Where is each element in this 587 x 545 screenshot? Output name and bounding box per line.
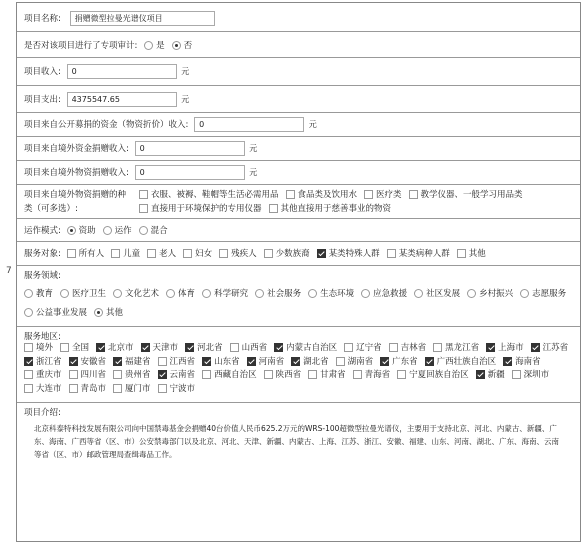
region-option[interactable] — [353, 369, 391, 383]
option-label: 湖南省 — [347, 356, 374, 367]
checkbox[interactable] — [24, 370, 33, 379]
checkbox[interactable] — [291, 357, 300, 366]
foreign-goods-field[interactable]: 0 — [135, 165, 245, 180]
checkbox[interactable] — [397, 370, 406, 379]
intro-section — [17, 403, 580, 541]
option-label: 青岛市 — [80, 383, 107, 394]
radio-button[interactable] — [414, 289, 423, 298]
checkbox[interactable] — [183, 249, 192, 258]
option-label: 江苏省 — [542, 343, 569, 353]
option-label: 贵州省 — [125, 370, 151, 380]
option-label: 医疗卫生 — [72, 289, 107, 299]
field-option[interactable] — [520, 285, 566, 304]
region-option[interactable] — [24, 342, 53, 356]
region-option[interactable] — [336, 356, 374, 370]
checkbox[interactable] — [344, 343, 353, 352]
checkbox[interactable] — [433, 343, 442, 352]
checkbox[interactable] — [158, 357, 167, 366]
mode-option[interactable] — [103, 224, 132, 236]
target-option[interactable] — [219, 247, 257, 259]
checkbox[interactable] — [286, 190, 295, 199]
target-option[interactable] — [111, 247, 140, 259]
option-label: 重庆市 — [36, 370, 62, 380]
region-option[interactable] — [476, 369, 505, 383]
option-label: 其他 — [106, 308, 124, 318]
intro-text: 北京科泰特科技发展有限公司向中国禁毒基金会捐赠40台价值人民币625.2万元的WRS-100超微型拉曼光谱仪，主要用于支持北京、河北、内蒙古、新疆、广东、海南、广西等省（区、市）公安禁毒部门以及北京、河北、天津、新疆、内蒙古、上海、江苏、浙江、安徽、福建、山东、河南、湖北、广东、海南、云南等省（区、市）邮政管理局查缉毒品工作。 — [34, 424, 559, 459]
option-label: 资助 — [78, 226, 96, 236]
option-label: 某类病种人群 — [398, 249, 450, 259]
intro-label: 项目介绍: — [24, 408, 61, 418]
foreign-goods-unit: 元 — [249, 168, 258, 177]
region-option[interactable] — [69, 369, 107, 383]
region-option[interactable] — [344, 342, 382, 356]
public-income-field[interactable]: 0 — [194, 117, 304, 132]
field-option[interactable] — [255, 285, 301, 304]
option-label: 直接用于环境保护的专用仪器 — [151, 204, 262, 214]
row-audit — [17, 32, 580, 58]
region-option[interactable] — [433, 342, 479, 356]
checkbox[interactable] — [202, 370, 211, 379]
region-option[interactable] — [397, 369, 469, 383]
checkbox[interactable] — [264, 370, 273, 379]
checkbox[interactable] — [113, 357, 122, 366]
field-option[interactable] — [414, 285, 460, 304]
foreign-fund-unit: 元 — [249, 144, 258, 153]
audit-option[interactable] — [144, 39, 165, 51]
checkbox[interactable] — [113, 370, 122, 379]
checkbox[interactable] — [308, 370, 317, 379]
option-label: 深圳市 — [523, 370, 550, 380]
option-label: 山西省 — [241, 343, 268, 353]
field-option[interactable] — [308, 285, 354, 304]
option-label: 宁夏回族自治区 — [409, 370, 469, 380]
region-option[interactable] — [24, 356, 62, 370]
option-label: 乡村振兴 — [479, 289, 514, 299]
option-label: 老人 — [159, 249, 177, 259]
option-label: 西藏自治区 — [214, 370, 257, 380]
checkbox[interactable] — [24, 343, 33, 352]
option-label: 新疆 — [487, 370, 505, 380]
region-option[interactable] — [264, 369, 302, 383]
targets-options — [67, 249, 493, 259]
targets-label: 服务对象: — [24, 249, 61, 259]
option-label: 运作 — [114, 226, 132, 236]
checkbox[interactable] — [185, 343, 194, 352]
row-fields — [17, 266, 580, 327]
radio-button[interactable] — [24, 289, 33, 298]
radio-button[interactable] — [255, 289, 264, 298]
region-option[interactable] — [60, 342, 89, 356]
checkbox[interactable] — [269, 204, 278, 213]
checkbox[interactable] — [274, 343, 283, 352]
checkbox[interactable] — [111, 249, 120, 258]
mode-option[interactable] — [67, 224, 96, 236]
option-label: 黑龙江省 — [445, 343, 480, 353]
checkbox[interactable] — [476, 370, 485, 379]
row-foreign-goods — [17, 161, 580, 185]
region-option[interactable] — [291, 356, 329, 370]
option-label: 海南省 — [515, 356, 541, 367]
row-goods-types — [17, 185, 580, 219]
option-label: 吉林省 — [400, 343, 427, 353]
target-option[interactable] — [67, 247, 105, 259]
checkbox[interactable] — [24, 384, 33, 393]
checkbox[interactable] — [139, 190, 148, 199]
radio-button[interactable] — [144, 41, 153, 50]
checkbox[interactable] — [336, 357, 345, 366]
mode-option[interactable] — [139, 224, 168, 236]
region-option[interactable] — [512, 369, 550, 383]
region-option[interactable] — [503, 356, 541, 370]
region-option[interactable] — [24, 383, 62, 397]
row-targets — [17, 242, 580, 266]
target-option[interactable] — [183, 247, 212, 259]
target-option[interactable] — [317, 247, 380, 259]
option-label: 儿童 — [123, 249, 141, 259]
goods-types-options — [139, 188, 577, 216]
field-option[interactable] — [166, 285, 195, 304]
expense-unit: 元 — [181, 95, 190, 104]
checkbox[interactable] — [247, 357, 256, 366]
option-label: 安徽省 — [80, 356, 107, 367]
checkbox[interactable] — [147, 249, 156, 258]
checkbox[interactable] — [158, 370, 167, 379]
public-income-label: 项目来自公开募捐的资金（物资折价）收入: — [24, 120, 189, 130]
checkbox[interactable] — [364, 190, 373, 199]
field-option[interactable] — [94, 304, 123, 323]
region-option[interactable] — [247, 356, 285, 370]
fields-options — [24, 285, 580, 323]
row-project-name — [17, 3, 580, 32]
region-option[interactable] — [425, 356, 497, 370]
audit-option[interactable] — [172, 39, 193, 51]
region-option[interactable] — [185, 342, 223, 356]
option-label: 四川省 — [80, 370, 107, 380]
checkbox[interactable] — [230, 343, 239, 352]
radio-button[interactable] — [166, 289, 175, 298]
option-label: 生态环境 — [320, 289, 355, 299]
checkbox[interactable] — [389, 343, 398, 352]
option-label: 社会服务 — [267, 289, 302, 299]
audit-label: 是否对该项目进行了专项审计: — [24, 41, 138, 51]
region-option[interactable] — [141, 342, 179, 356]
option-label: 应急救援 — [373, 289, 408, 299]
goods-type-option[interactable] — [286, 188, 358, 202]
checkbox[interactable] — [380, 357, 389, 366]
row-expense — [17, 86, 580, 113]
checkbox[interactable] — [69, 357, 78, 366]
expense-label: 项目支出: — [24, 95, 61, 105]
field-option[interactable] — [24, 285, 53, 304]
option-label: 河北省 — [197, 343, 223, 353]
radio-button[interactable] — [467, 289, 476, 298]
option-label: 科学研究 — [214, 289, 249, 299]
income-label: 项目收入: — [24, 67, 61, 77]
mode-label: 运作模式: — [24, 226, 61, 236]
option-label: 是 — [156, 41, 165, 51]
mode-options — [67, 226, 175, 236]
checkbox[interactable] — [24, 357, 33, 366]
target-option[interactable] — [264, 247, 310, 259]
field-option[interactable] — [60, 285, 106, 304]
option-label: 天津市 — [152, 343, 179, 353]
radio-button[interactable] — [67, 226, 76, 235]
radio-button[interactable] — [113, 289, 122, 298]
radio-button[interactable] — [94, 308, 103, 317]
region-option[interactable] — [230, 342, 268, 356]
region-option[interactable] — [158, 356, 196, 370]
checkbox[interactable] — [409, 190, 418, 199]
option-label: 北京市 — [108, 343, 134, 353]
radio-button[interactable] — [24, 308, 33, 317]
income-unit: 元 — [181, 67, 190, 76]
option-label: 志愿服务 — [532, 289, 567, 299]
option-label: 甘肃省 — [320, 370, 346, 380]
option-label: 厦门市 — [125, 383, 151, 394]
checkbox[interactable] — [317, 249, 326, 258]
region-option[interactable] — [69, 383, 107, 397]
option-label: 江西省 — [169, 356, 196, 367]
checkbox[interactable] — [60, 343, 69, 352]
radio-button[interactable] — [103, 226, 112, 235]
region-option[interactable] — [113, 369, 151, 383]
option-label: 其他直接用于慈善事业的物资 — [280, 204, 392, 214]
region-option[interactable] — [202, 356, 240, 370]
checkbox[interactable] — [158, 384, 167, 393]
row-foreign-fund — [17, 137, 580, 161]
field-option[interactable] — [202, 285, 248, 304]
checkbox[interactable] — [67, 249, 76, 258]
option-label: 全国 — [72, 343, 90, 353]
option-label: 公益事业发展 — [36, 308, 88, 318]
option-label: 医疗类 — [376, 190, 402, 200]
radio-button[interactable] — [139, 226, 148, 235]
option-label: 衣服、被褥、鞋帽等生活必需用品 — [151, 190, 279, 200]
expense-field[interactable]: 4375547.65 — [67, 92, 177, 107]
public-income-unit: 元 — [308, 120, 317, 129]
goods-type-option[interactable] — [139, 188, 279, 202]
option-label: 辽宁省 — [356, 343, 382, 353]
option-label: 山东省 — [214, 356, 240, 367]
option-label: 宁波市 — [169, 383, 196, 394]
checkbox[interactable] — [96, 343, 105, 352]
checkbox[interactable] — [425, 357, 434, 366]
field-option[interactable] — [467, 285, 513, 304]
option-label: 食品类及饮用水 — [297, 190, 358, 200]
option-label: 否 — [183, 41, 193, 51]
project-name-label: 项目名称: — [24, 14, 61, 24]
option-label: 大连市 — [36, 383, 62, 394]
option-label: 内蒙古自治区 — [286, 343, 338, 353]
radio-button[interactable] — [202, 289, 211, 298]
row-mode — [17, 219, 580, 242]
goods-types-label: 项目来自境外物资捐赠的种 类（可多选）: — [24, 190, 127, 214]
goods-type-option[interactable] — [409, 188, 523, 202]
checkbox[interactable] — [219, 249, 228, 258]
checkbox[interactable] — [531, 343, 540, 352]
foreign-fund-field[interactable]: 0 — [135, 141, 245, 156]
option-label: 体育 — [178, 289, 196, 299]
row-regions — [17, 327, 580, 403]
region-option[interactable] — [158, 383, 196, 397]
option-label: 广东省 — [392, 356, 418, 367]
option-label: 福建省 — [125, 356, 151, 367]
radio-button[interactable] — [172, 41, 181, 50]
foreign-fund-label: 项目来自境外资金捐赠收入: — [24, 144, 129, 154]
checkbox[interactable] — [457, 249, 466, 258]
target-option[interactable] — [387, 247, 450, 259]
margin-number: 7 — [6, 266, 12, 276]
checkbox[interactable] — [387, 249, 396, 258]
region-option[interactable] — [274, 342, 337, 356]
checkbox[interactable] — [503, 357, 512, 366]
checkbox[interactable] — [353, 370, 362, 379]
fields-label: 服务领域: — [24, 271, 61, 281]
option-label: 所有人 — [78, 249, 105, 259]
option-label: 某类特殊人群 — [328, 249, 380, 259]
option-label: 广西壮族自治区 — [436, 356, 497, 367]
option-label: 妇女 — [195, 249, 213, 259]
option-label: 河南省 — [258, 356, 285, 367]
region-option[interactable] — [389, 342, 427, 356]
checkbox[interactable] — [264, 249, 273, 258]
target-option[interactable] — [147, 247, 176, 259]
regions-label: 服务地区: — [24, 332, 61, 342]
option-label: 残疾人 — [231, 249, 257, 259]
goods-type-option[interactable] — [139, 202, 262, 216]
checkbox[interactable] — [486, 343, 495, 352]
goods-type-option[interactable] — [364, 188, 402, 202]
radio-button[interactable] — [520, 289, 529, 298]
row-income — [17, 58, 580, 86]
radio-button[interactable] — [308, 289, 317, 298]
checkbox[interactable] — [512, 370, 521, 379]
project-form — [16, 2, 581, 542]
field-option[interactable] — [113, 285, 159, 304]
field-option[interactable] — [24, 304, 87, 323]
radio-button[interactable] — [60, 289, 69, 298]
option-label: 文化艺术 — [125, 289, 160, 299]
option-label: 教育 — [36, 289, 54, 299]
option-label: 境外 — [36, 343, 54, 353]
region-option[interactable] — [202, 369, 257, 383]
region-option[interactable] — [24, 369, 62, 383]
option-label: 浙江省 — [36, 356, 62, 367]
option-label: 上海市 — [498, 343, 524, 353]
option-label: 陕西省 — [275, 370, 302, 380]
option-label: 教学仪器、一般学习用品类 — [420, 190, 523, 200]
region-option[interactable] — [96, 342, 134, 356]
option-label: 青海省 — [364, 370, 391, 380]
option-label: 混合 — [150, 226, 168, 236]
region-option[interactable] — [380, 356, 418, 370]
checkbox[interactable] — [141, 343, 150, 352]
region-option[interactable] — [531, 342, 569, 356]
foreign-goods-label: 项目来自境外物资捐赠收入: — [24, 168, 129, 178]
option-label: 社区发展 — [426, 289, 461, 299]
radio-button[interactable] — [361, 289, 370, 298]
region-option[interactable] — [113, 356, 151, 370]
goods-type-option[interactable] — [269, 202, 392, 216]
region-option[interactable] — [113, 383, 151, 397]
option-label: 其他 — [468, 249, 486, 259]
region-option[interactable] — [158, 369, 196, 383]
region-option[interactable] — [69, 356, 107, 370]
target-option[interactable] — [457, 247, 486, 259]
row-public-income — [17, 113, 580, 137]
income-field[interactable]: 0 — [67, 64, 177, 79]
region-option[interactable] — [308, 369, 346, 383]
checkbox[interactable] — [113, 384, 122, 393]
audit-options — [144, 41, 199, 51]
checkbox[interactable] — [139, 204, 148, 213]
checkbox[interactable] — [69, 384, 78, 393]
checkbox[interactable] — [202, 357, 211, 366]
field-option[interactable] — [361, 285, 407, 304]
option-label: 云南省 — [169, 370, 196, 380]
option-label: 湖北省 — [303, 356, 329, 367]
checkbox[interactable] — [69, 370, 78, 379]
region-option[interactable] — [486, 342, 524, 356]
project-name-field[interactable]: 捐赠微型拉曼光谱仪项目 — [70, 11, 215, 26]
regions-options — [24, 342, 579, 396]
option-label: 少数族裔 — [275, 249, 310, 259]
